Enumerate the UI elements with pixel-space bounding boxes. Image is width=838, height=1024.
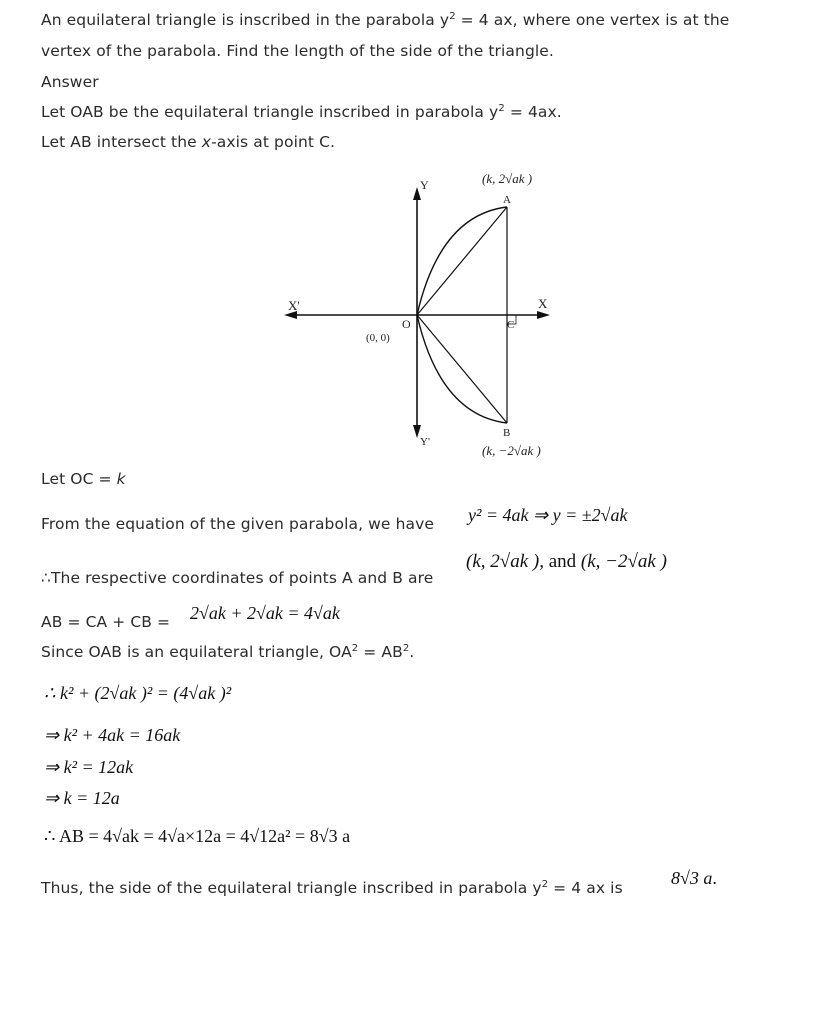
eq-parabola: y² = 4ak ⇒ y = ±2√ak — [468, 505, 628, 525]
side-oa — [417, 207, 507, 315]
coord-a: (k, 2√ak ) — [482, 171, 533, 186]
eq-step-3: ⇒ k² = 12ak — [44, 757, 134, 777]
ab-math: 2√ak + 2√ak = 4√ak — [190, 603, 340, 623]
question-line-1: An equilateral triangle is inscribed in the parabola $y^2 = 4$ ax, where one vertex is at the — [41, 10, 730, 29]
step-2: Let AB intersect the x-axis at point C. — [41, 133, 336, 151]
label-y-neg: Y' — [420, 436, 430, 448]
label-b: B — [503, 427, 511, 439]
coords-and: and — [548, 551, 577, 572]
label-x: X — [538, 296, 548, 311]
coords-math-b: (k, −2√ak ) — [580, 551, 667, 572]
conclusion-math: 8√3 a. — [671, 868, 717, 888]
coords-math — [466, 551, 667, 573]
eq-step-2: ⇒ k² + 4ak = 16ak — [44, 725, 181, 745]
eq-step-1: ∴ k² + (2√ak )² = (4√ak )² — [44, 683, 232, 703]
label-a: A — [503, 194, 511, 206]
step-1: Let OAB be the equilateral triangle inscribed in parabola $y^2 = 4ax$. — [41, 102, 562, 121]
from-eq-text: From the equation of the given parabola, we have — [41, 515, 435, 533]
x-axis-arrow-right-icon — [537, 311, 550, 319]
let-oc: Let OC = k — [41, 470, 126, 488]
side-ob — [417, 315, 507, 423]
parabola-figure — [280, 165, 570, 465]
eq-step-4: ⇒ k = 12a — [44, 788, 120, 808]
eq-step-5: ∴ AB = 4√ak = 4√a×12a = 4√12a² = 8√3 a — [44, 826, 351, 846]
label-c: C — [507, 319, 515, 331]
answer-label: Answer — [41, 73, 99, 91]
ab-text: AB = CA + CB = — [41, 613, 171, 631]
coord-b: (k, −2√ak ) — [482, 443, 541, 458]
question-line-2: vertex of the parabola. Find the length of the side of the triangle. — [41, 42, 554, 60]
label-origin: (0, 0) — [366, 332, 390, 344]
label-x-neg: X' — [288, 298, 300, 313]
label-y: Y — [420, 178, 429, 192]
label-o: O — [402, 317, 411, 331]
coords-text: ∴The respective coordinates of points A and B are — [41, 569, 434, 587]
since-text: Since OAB is an equilateral triangle, $OA^2 = AB^2$. — [41, 642, 415, 661]
conclusion-text: Thus, the side of the equilateral triangle inscribed in parabola $y^2 = 4$ ax is — [41, 878, 623, 897]
coords-math-a: (k, 2√ak ), — [466, 551, 544, 572]
